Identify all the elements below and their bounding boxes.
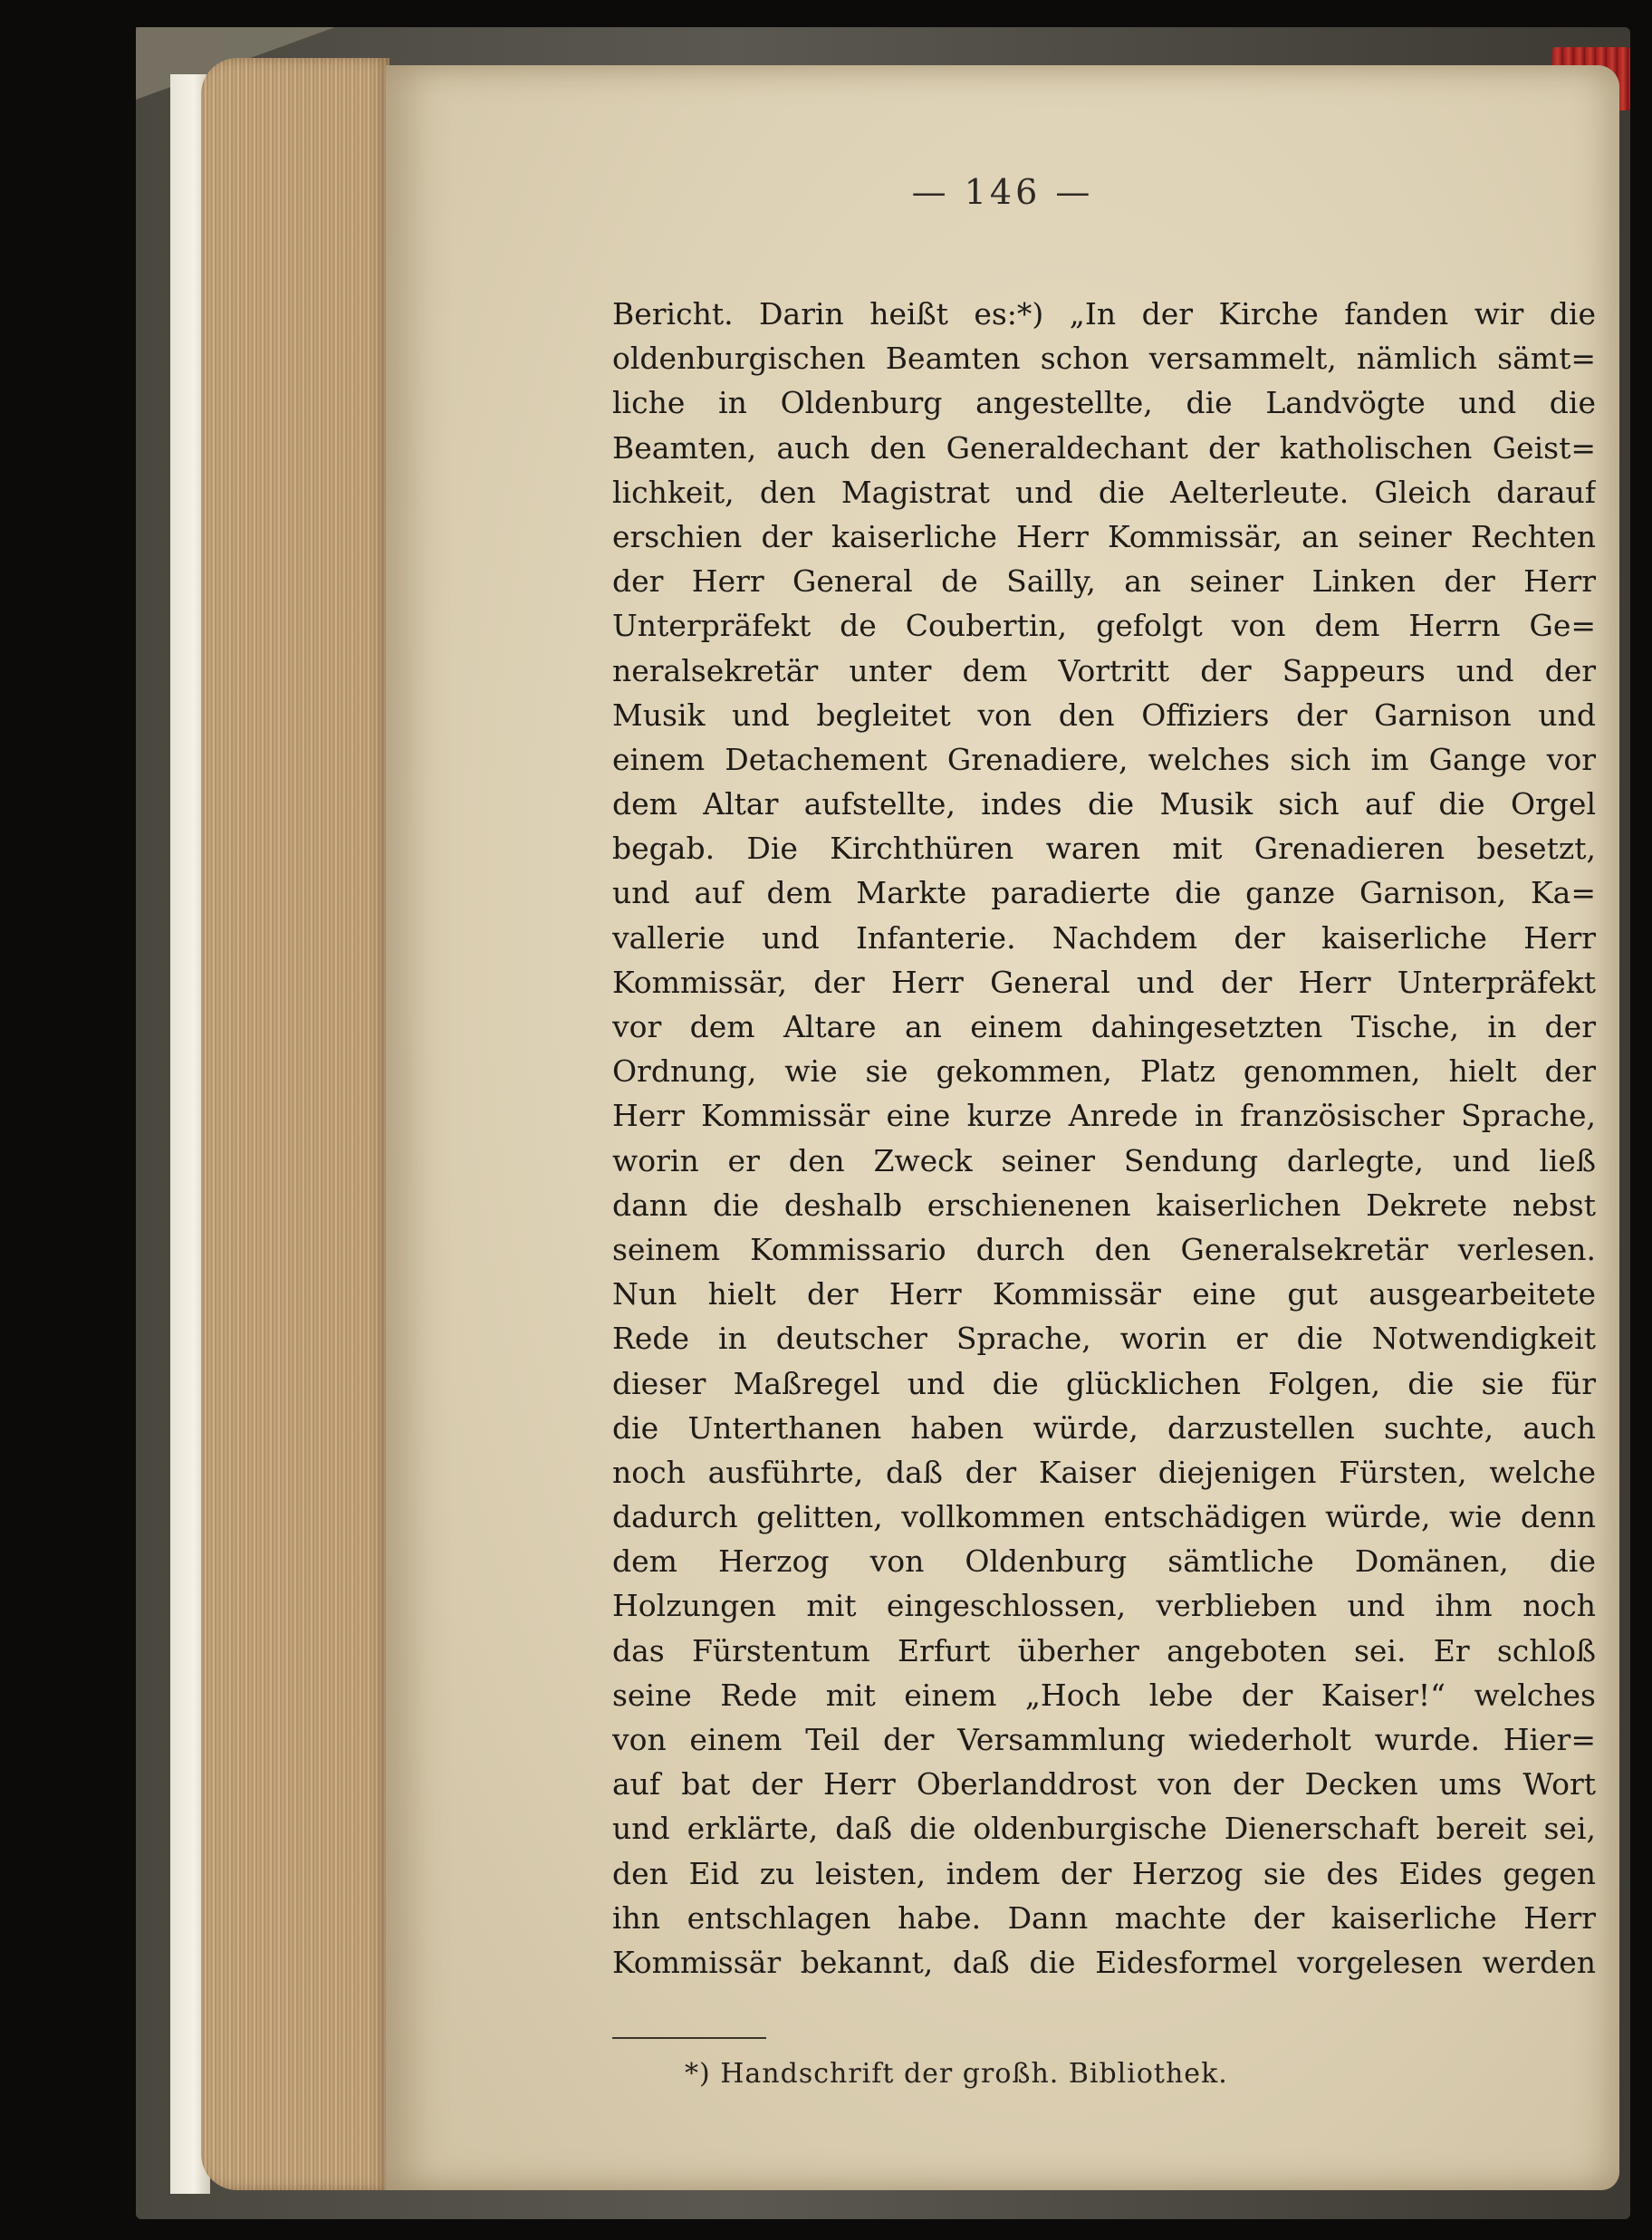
text-line: Kommissär, der Herr General und der Herr Unterpräfekt — [612, 964, 1596, 1000]
text-line: auf bat der Herr Oberlanddrost von der Decken ums Wort — [612, 1766, 1596, 1803]
page-edges — [201, 58, 389, 2190]
footnote: *) Handschrift der großh. Bibliothek. — [685, 2058, 1228, 2090]
text-line: von einem Teil der Versammlung wiederholt wurde. Hier= — [612, 1722, 1596, 1757]
text-line: Nun hielt der Herr Kommissär eine gut ausgearbeitete — [612, 1276, 1596, 1312]
footnote-rule — [612, 2037, 766, 2039]
text-line: begab. Die Kirchthüren waren mit Grenadieren besetzt, — [612, 831, 1596, 867]
text-line: Herr Kommissär eine kurze Anrede in französischer Sprache, — [612, 1098, 1596, 1134]
text-line: Ordnung, wie sie gekommen, Platz genommen, hielt der — [612, 1053, 1596, 1090]
text-line: oldenburgischen Beamten schon versammelt, nämlich sämt= — [612, 341, 1596, 377]
text-line: vor dem Altare an einem dahingesetzten Tische, in der — [612, 1009, 1596, 1044]
text-line: liche in Oldenburg angestellte, die Landvögte und die — [612, 385, 1596, 421]
text-line: und auf dem Markte paradierte die ganze Garnison, Ka= — [612, 875, 1596, 911]
text-line: dann die deshalb erschienenen kaiserlichen Dekrete nebst — [612, 1187, 1596, 1223]
text-line: erschien der kaiserliche Herr Kommissär, an seiner Rechten — [612, 518, 1596, 554]
text-line: das Fürstentum Erfurt überher angeboten sei. Er schloß — [612, 1632, 1596, 1668]
text-line: Bericht. Darin heißt es:*) „In der Kirche fanden wir die — [612, 296, 1596, 332]
text-line: ihn entschlagen habe. Dann machte der kaiserliche Herr — [612, 1899, 1596, 1936]
page-number: — 146 — — [911, 172, 1094, 212]
text-line: Musik und begleitet von den Offiziers der Garnison und — [612, 697, 1596, 733]
text-line: Holzungen mit eingeschlossen, verblieben und ihm noch — [612, 1588, 1596, 1624]
text-line: seine Rede mit einem „Hoch lebe der Kaiser!“ welches — [612, 1677, 1596, 1713]
text-line: lichkeit, den Magistrat und die Aelterleute. Gleich darauf — [612, 474, 1596, 510]
book-page — [386, 65, 1619, 2190]
text-line: und erklärte, daß die oldenburgische Dienerschaft bereit sei, — [612, 1811, 1596, 1847]
text-line: einem Detachement Grenadiere, welches sich im Gange vor — [612, 741, 1596, 777]
text-line: noch ausführte, daß der Kaiser diejenigen Fürsten, welche — [612, 1454, 1596, 1490]
text-line: dieser Maßregel und die glücklichen Folgen, die sie für — [612, 1365, 1596, 1401]
body-text — [612, 292, 1596, 1985]
text-line: neralsekretär unter dem Vortritt der Sappeurs und der — [612, 652, 1596, 688]
text-line: vallerie und Infanterie. Nachdem der kaiserliche Herr — [612, 919, 1596, 956]
text-line: seinem Kommissario durch den Generalsekretär verlesen. — [612, 1231, 1596, 1267]
text-line: dem Herzog von Oldenburg sämtliche Domänen, die — [612, 1543, 1596, 1580]
text-line: Beamten, auch den Generaldechant der katholischen Geist= — [612, 429, 1596, 466]
text-line: die Unterthanen haben würde, darzustellen suchte, auch — [612, 1409, 1596, 1446]
text-line: Kommissär bekannt, daß die Eidesformel vorgelesen werden — [612, 1944, 1596, 1980]
text-line: dadurch gelitten, vollkommen entschädigen würde, wie denn — [612, 1499, 1596, 1535]
text-line: Rede in deutscher Sprache, worin er die Notwendigkeit — [612, 1321, 1596, 1357]
text-line: den Eid zu leisten, indem der Herzog sie des Eides gegen — [612, 1855, 1596, 1891]
text-line: dem Altar aufstellte, indes die Musik sich auf die Orgel — [612, 786, 1596, 822]
text-line: der Herr General de Sailly, an seiner Linken der Herr — [612, 563, 1596, 600]
text-line: Unterpräfekt de Coubertin, gefolgt von dem Herrn Ge= — [612, 608, 1596, 644]
text-line: worin er den Zweck seiner Sendung darlegte, und ließ — [612, 1142, 1596, 1178]
